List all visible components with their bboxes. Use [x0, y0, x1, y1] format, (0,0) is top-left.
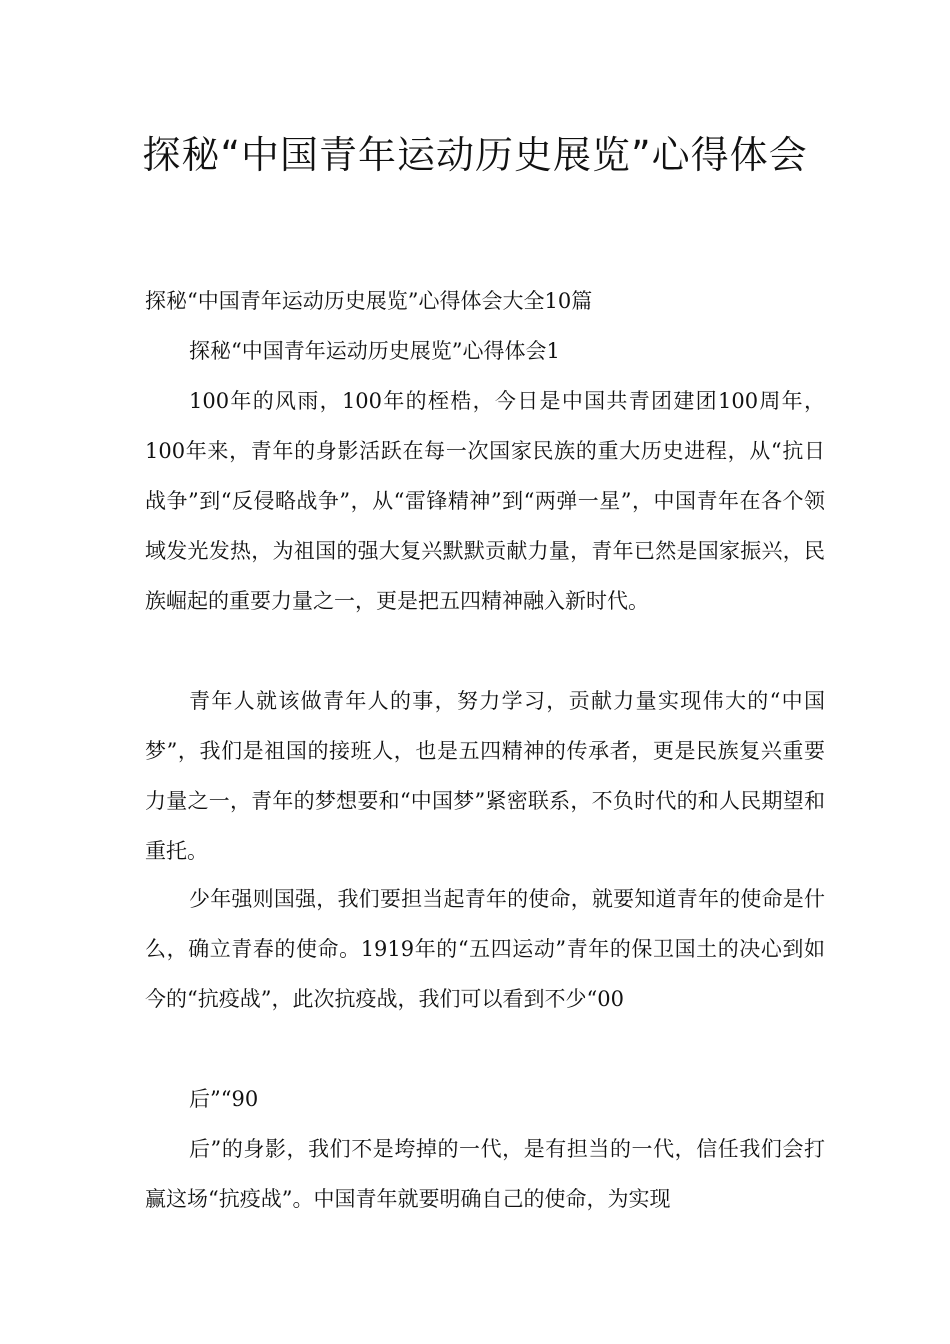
- paragraph: 100年的风雨，100年的桎梏，今日是中国共青团建团100周年，100年来，青年的身影活跃在每一次国家民族的重大历史进程，从“抗日战争”到“反侵略战争”，从“雷锋精神”到“两弹一星”，中国青年在各个领域发光发热，为祖国的强大复兴默默贡献力量，青年已然是国家振兴，民族崛起的重要力量之一，更是把五四精神融入新时代。: [145, 389, 825, 613]
- paragraph: 后”“90: [189, 1087, 259, 1111]
- paragraph: 少年强则国强，我们要担当起青年的使命，就要知道青年的使命是什么，确立青春的使命。1919年的“五四运动”青年的保卫国土的决心到如今的“抗疫战”，此次抗疫战，我们可以看到不少“00: [145, 887, 825, 1011]
- section-heading: 探秘“中国青年运动历史展览”心得体会1: [189, 339, 560, 363]
- document-subtitle: 探秘“中国青年运动历史展览”心得体会大全10篇: [145, 289, 593, 313]
- paragraph: 青年人就该做青年人的事，努力学习，贡献力量实现伟大的“中国梦”，我们是祖国的接班人，也是五四精神的传承者，更是民族复兴重要力量之一，青年的梦想要和“中国梦”紧密联系，不负时代的和人民期望和重托。: [145, 689, 825, 863]
- paragraph: 后”的身影，我们不是垮掉的一代，是有担当的一代，信任我们会打赢这场“抗疫战”。中国青年就要明确自己的使命，为实现: [145, 1137, 825, 1211]
- document-title: 探秘“中国青年运动历史展览”心得体会: [142, 133, 808, 177]
